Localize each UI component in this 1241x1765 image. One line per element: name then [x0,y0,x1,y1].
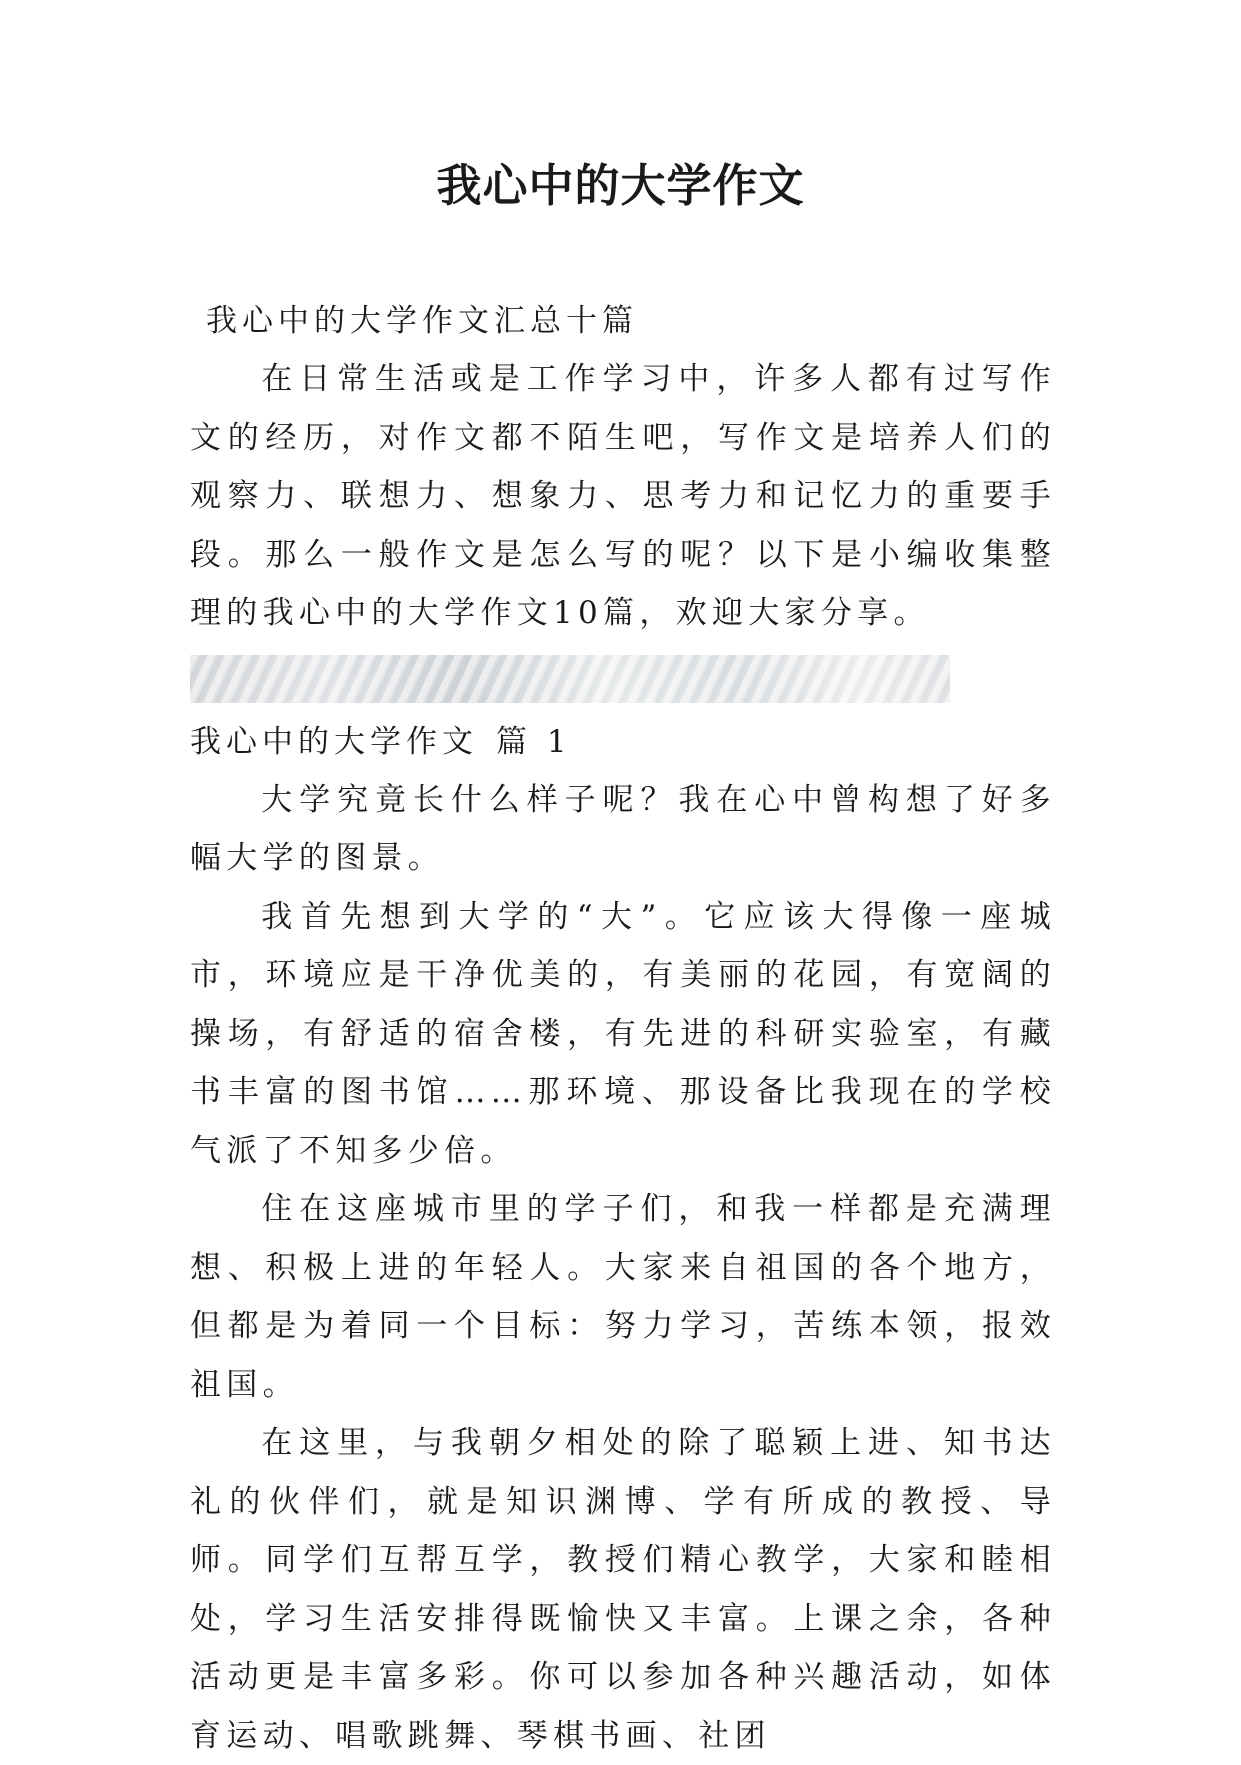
section-heading [190,713,1056,771]
section-heading-number: 篇 1 [496,723,572,760]
body-paragraph: 我首先想到大学的“大”。它应该大得像一座城市，环境应是干净优美的，有美丽的花园，有宽阔的操场，有舒适的宿舍楼，有先进的科研实验室，有藏书丰富的图书馆……那环境、那设备比我现在的学校气派了不知多少倍。 [190,898,1056,1169]
decorative-banner-image [190,655,950,703]
intro-paragraph: 在日常生活或是工作学习中，许多人都有过写作文的经历，对作文都不陌生吧，写作文是培养人们的观察力、联想力、想象力、思考力和记忆力的重要手段。那么一般作文是怎么写的呢？以下是小编收集整理的我心中的大学作文10篇，欢迎大家分享。 [190,361,1056,631]
section-heading-name: 我心中的大学作文 [190,723,478,760]
body-paragraph: 在这里，与我朝夕相处的除了聪颖上进、知书达礼的伙伴们，就是知识渊博、学有所成的教授、导师。同学们互帮互学，教授们精心教学，大家和睦相处，学习生活安排得既愉快又丰富。上课之余，各种活动更是丰富多彩。你可以参加各种兴趣活动，如体育运动、唱歌跳舞、琴棋书画、社团 [190,1425,1056,1754]
document-title: 我心中的大学作文 [436,159,805,212]
document-subtitle: 我心中的大学作文汇总十篇 [206,303,638,339]
body-paragraph: 大学究竟长什么样子呢？我在心中曾构想了好多幅大学的图景。 [190,781,1056,876]
body-paragraph: 住在这座城市里的学子们，和我一样都是充满理想、积极上进的年轻人。大家来自祖国的各个地方，但都是为着同一个目标：努力学习，苦练本领，报效祖国。 [190,1191,1056,1403]
document-body [190,292,1056,1765]
